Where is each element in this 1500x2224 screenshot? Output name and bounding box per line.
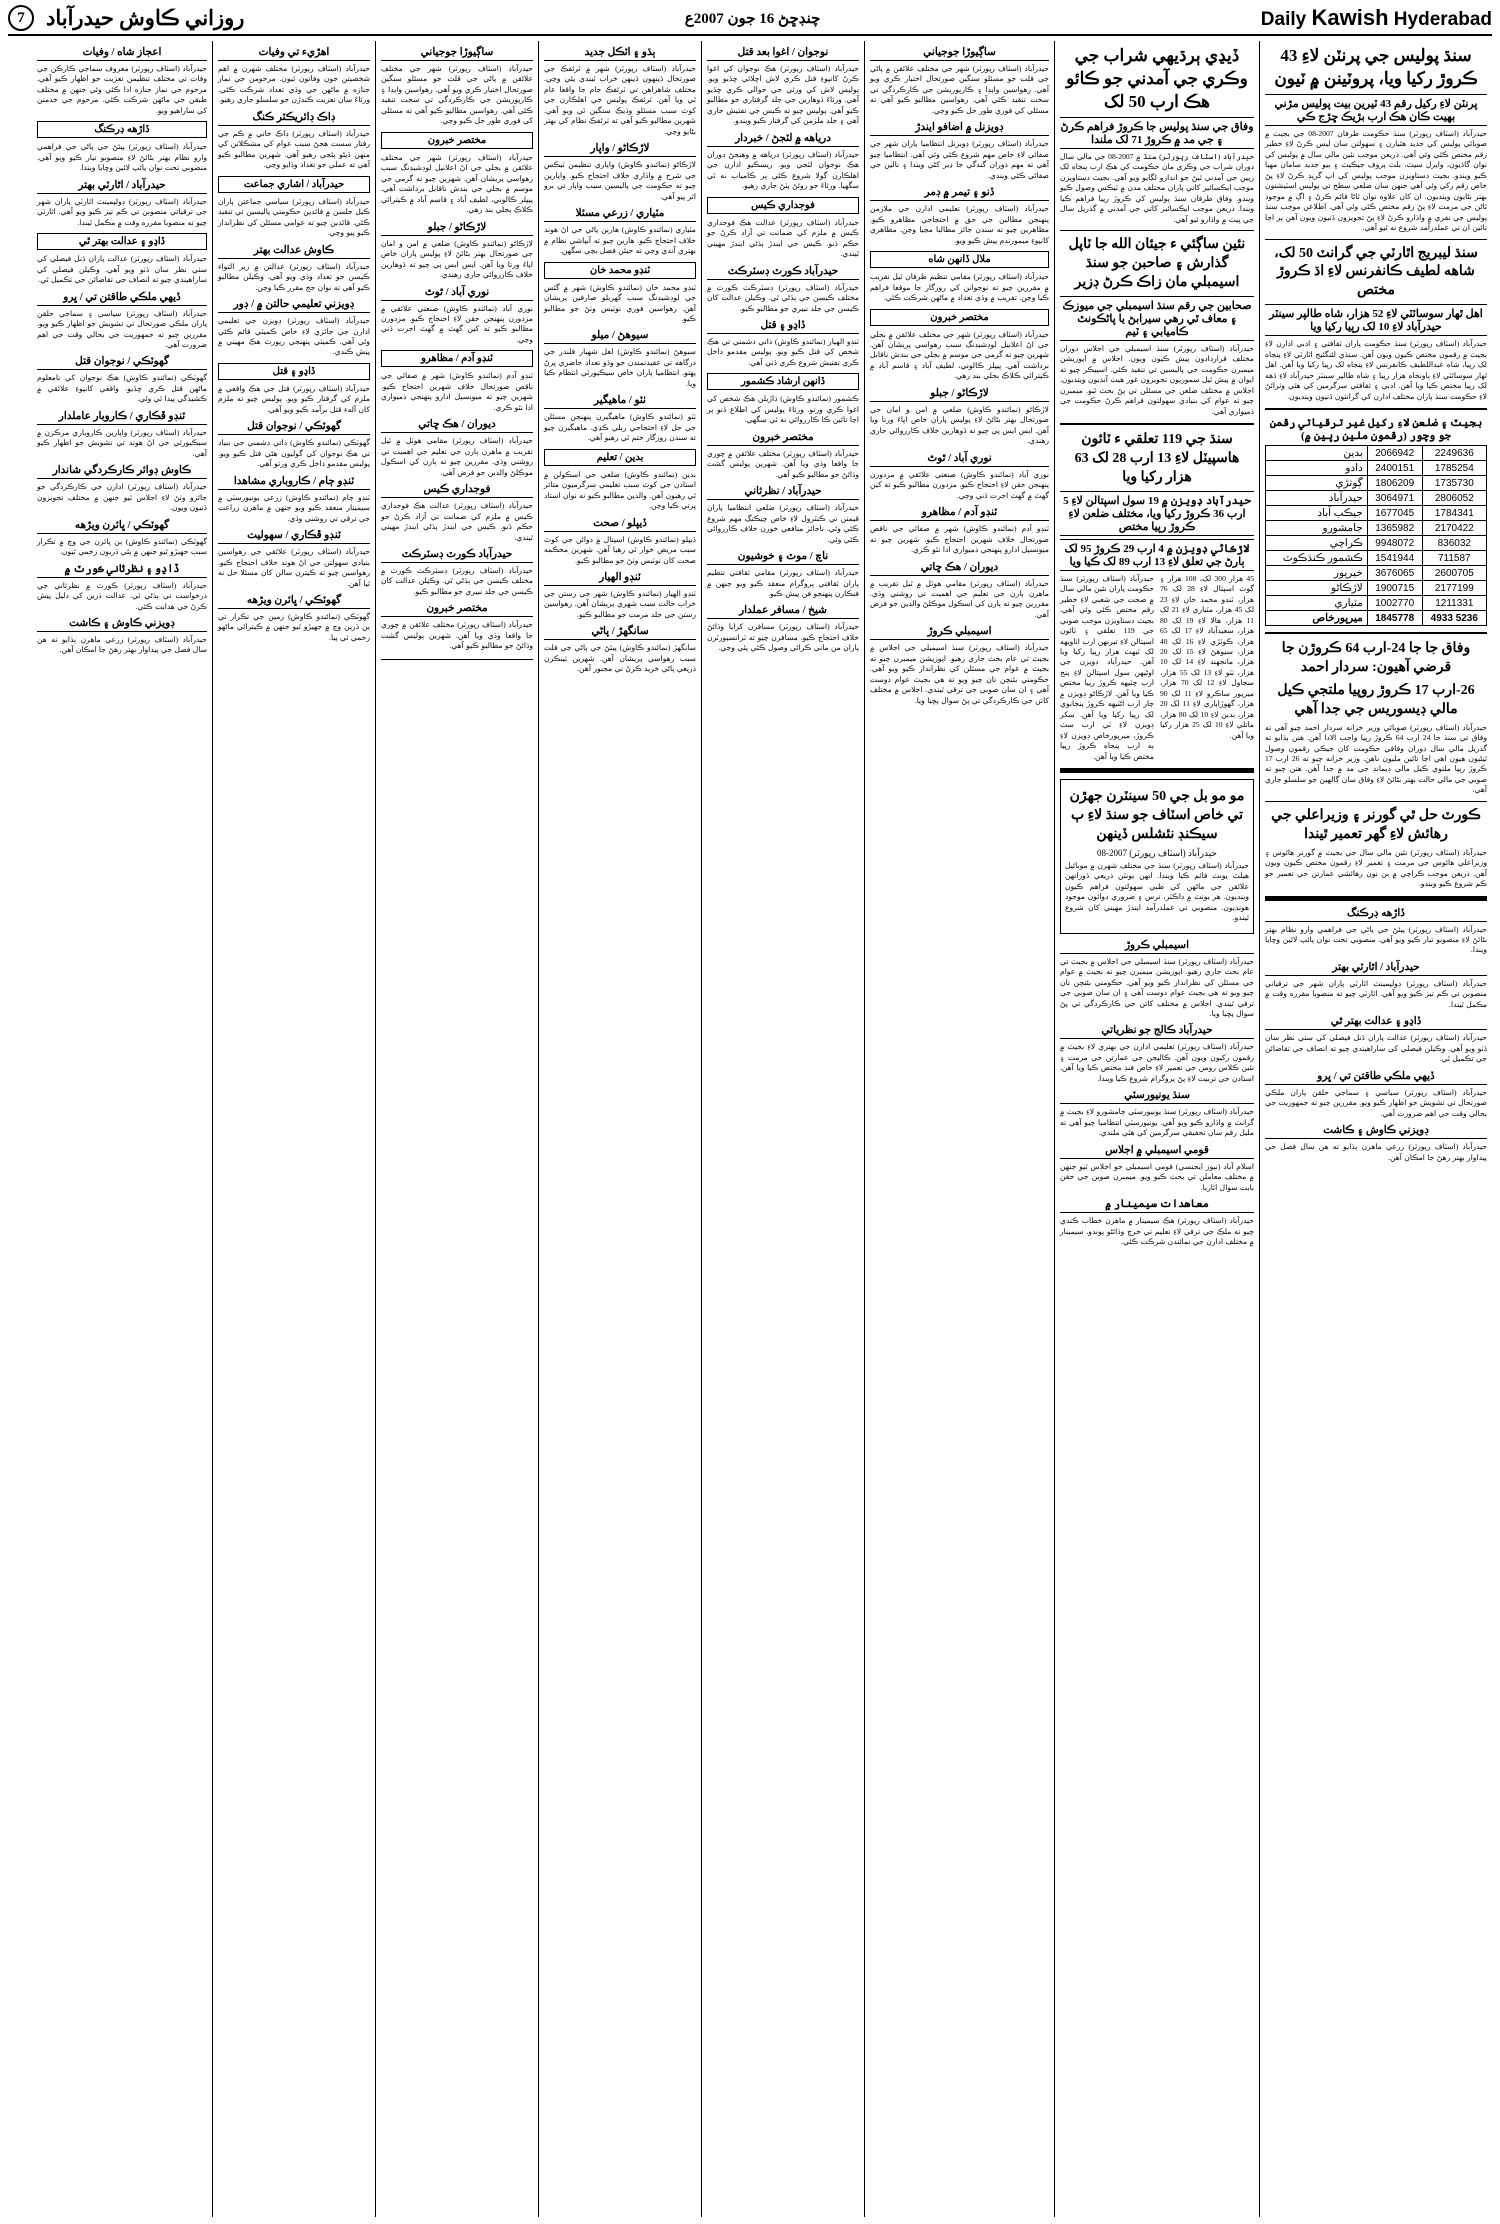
column-4 — [701, 41, 864, 2217]
col2-boxed-article — [1060, 779, 1254, 933]
table-row — [1266, 461, 1487, 476]
cell-district: حيدرآباد — [1266, 491, 1368, 506]
cell-c2: 1541944 — [1367, 551, 1422, 566]
col8-b4-body: حيدرآباد (اسٽاف رپورٽر) سياسي ۽ سماجي حلقن پاران ملڪي صورتحال تي تشويش جو اظهار ڪيو ويو. مقررين چيو ته جمهوريت جي بحالي وقت جي اهم ضرورت آهي. — [37, 308, 207, 349]
col1-extra-head-3: ڏاڍو ۽ عدالت بهتر ٿي — [1265, 1015, 1487, 1030]
col3-b8-headline: ديوران / هڪ ڇاتي — [870, 561, 1049, 576]
col7-b1-headline: ڊاڪ ڊائريڪٽر ڪنگ — [218, 111, 370, 126]
col5-b0-body: حيدرآباد (اسٽاف رپورٽر) شهر ۾ ٽرئفڪ جي صورتحال ڏينهون ڏينهن خراب ٿيندي پئي وڃي. مختلف شاهراهن تي ٽرئفڪ جام جا واقعا عام ٿي ويا آهن. ٽرئفڪ پوليس جي اهلڪارن جي کوٽ سبب مسئلو وڌيڪ سنگين ٿي ويو آهي. شهرين مطالبو ڪيو آهي ته ٽرئفڪ نظام کي بهتر بڻايو وڃي. — [544, 64, 696, 136]
masthead-right-title: روزاني ڪاوش حيدرآباد — [46, 5, 245, 30]
col2-boxed-body: حيدرآباد (اسٽاف رپورٽر) سنڌ جي مختلف شهرن ۾ موبائيل هيلٿ يونٽ قائم ڪيا ويندا. انهن يونٽن ذريعي ڏورانهن علائقن جي ماڻهن کي طبي سهولتون فراهم ڪيون وينديون. هر يونٽ ۾ ڊاڪٽر، نرس ۽ ضروري دوائون موجود هونديون. منصوبي تي عملدرآمد ايندڙ مهيني کان شروع ٿيندو. — [1065, 860, 1249, 923]
col3-b0-body: حيدرآباد (اسٽاف رپورٽر) شهر جي مختلف علائقن ۾ پاڻي جي قلت جو مسئلو سنگين صورتحال اختيار ڪري ويو آهي. رهواسين واپڊا ۽ ڪارپوريشن جي ڪارڪردگي تي سخت تنقيد ڪئي آهي. رهواسين مطالبو ڪيو آهي ته مسئلي کي فوري طور حل ڪيو وڃي. — [870, 64, 1049, 115]
cell-district: ڪشمور ڪنڌڪوٽ — [1266, 551, 1368, 566]
col5-b8-headline: ٽنڊو الهيار — [544, 571, 696, 586]
col6-b7-headline: حيدرآباد ڪورٽ ڊسٽرڪٽ — [381, 548, 533, 563]
col2-b2-body-right: حيدرآباد (اسٽاف رپورٽر) سنڌ حڪومت پاران نئين مالي سال ۾ صحت جي شعبي لاءِ خطير رقم مختص ڪئي وئي آهي. بجيٽ دستاويزن موجب صوبي جي 119 تعلقي ۽ ٽائون اسپتالن لاءِ تيرنهن ارب اٺاويهه لک ٽيهٺ هزار رپيا رکيا ويا آهن. حيدرآباد ڊويزن جي اوڻيهن سول اسپتالن لاءِ پنج ارب ڇٽيهه ڪروڙ رپيا مختص ڪيا ويا آهن. لاڙڪاڻو ڊويزن ۾ چار ارب اڻٽيهه ڪروڙ پنجانوي لک رپيا رکيا ويا آهن. سکر ڊويزن لاءِ ٽي ارب سٺ ڪروڙ، ميرپورخاص ڊويزن لاءِ ٻه ارب پنجاه ڪروڙ رپيا مختص ڪيا ويا آهن. — [1060, 573, 1154, 761]
masthead — [8, 6, 1492, 36]
col1-extra-head-4: ڏيهي ملڪي طاقتن تي / ڀرو — [1265, 1070, 1487, 1085]
col7-b5-headline: ڏاڍو ۽ قتل — [218, 363, 370, 380]
col2-b2-subhead2: لاڙڪاڻي ڊويزن ۾ 4 ارب 29 ڪروڙ 95 لک ٻارڻ جي تعلق لاءِ 13 ارب 89 لک ڪيا ويا — [1060, 539, 1254, 571]
col8-b1-headline: ڏاڙهه ڊرڪنگ — [37, 121, 207, 138]
column-8 — [32, 41, 212, 2217]
col6-b5-body: حيدرآباد (اسٽاف رپورٽر) مقامي هوٽل ۾ ٿيل تقريب ۾ ماهرن ٻارن جي تعليم جي اهميت تي روشني وڌي. مقررين چيو ته ٻارن کي اسڪول موڪلڻ والدين جو فرض آهي. — [381, 436, 533, 477]
col8-b2-body: حيدرآباد (اسٽاف رپورٽر) ڊولپمينٽ اٿارٽي پاران شهر جي ترقياتي منصوبن تي ڪم تيز ڪيو ويو آهي. اٿارٽي چيو ته منصوبا مقرره وقت ۾ مڪمل ٿيندا. — [37, 196, 207, 227]
divider — [1265, 408, 1487, 410]
cell-c1: 1735730 — [1422, 476, 1486, 491]
col5-b4-headline: سيوهڻ / ميلو — [544, 329, 696, 344]
col8-b1-body: حيدرآباد (اسٽاف رپورٽر) پيئڻ جي پاڻي جي فراهمي وارو نظام بهتر بڻائڻ لاءِ منصوبو تيار ڪيو ويو آهي. منصوبي تحت نوان پائپ لائين وڇايا ويندا. — [37, 142, 207, 173]
cell-c2: 2400151 — [1367, 461, 1422, 476]
col4-b8-body: حيدرآباد (اسٽاف رپورٽر) مقامي ثقافتي تنظيم پاران ثقافتي پروگرام منعقد ڪيو ويو جنهن ۾ فنڪارن پنهنجو فن پيش ڪيو. — [707, 568, 859, 598]
col1-extra-head-1: ڏاڙهه ڊرڪنگ — [1265, 907, 1487, 922]
col7-b3-headline: ڪاوش عدالت بهتر — [218, 244, 370, 259]
col8-b0-headline: اعجاز شاه / وفيات — [37, 46, 207, 61]
table-row-total — [1266, 611, 1487, 626]
col3-b8-body: حيدرآباد (اسٽاف رپورٽر) مقامي هوٽل ۾ ٿيل تقريب ۾ ماهرن ٻارن جي تعليم جي اهميت تي روشني وڌي. مقررين چيو ته ٻارن کي اسڪول موڪلڻ والدين جو فرض آهي. — [870, 578, 1049, 619]
cell-c1: 5236 4933 — [1422, 611, 1486, 626]
table-row — [1266, 506, 1487, 521]
cell-district: بدين — [1266, 446, 1368, 461]
col3-b7-body: ٽنڊو آدم (نمائندو ڪاوش) شهر ۾ صفائي جي ناقص صورتحال خلاف شهرين احتجاج ڪيو. شهرين چيو ته ميونسپل ادارو پنهنجي ذميواري ادا نٿو ڪري. — [870, 524, 1049, 555]
cell-district: ڪراچي — [1266, 536, 1368, 551]
cell-district: جامشورو — [1266, 521, 1368, 536]
col6-b2-headline: لاڙڪاڻو / جبلو — [381, 221, 533, 236]
col6-b0-headline: ساڳيوڙا جوجياني — [381, 46, 533, 61]
cell-c2: 2066942 — [1367, 446, 1422, 461]
col2-b2-body-left: 45 هزار 300 لک، 108 هزار ۽ ڳوٺ اسپتال لاءِ 28 لک 76 هزار، ٽنڊو محمد خان لاءِ 23 لک 45 هزار، مٽياري لاءِ 21 لک 11 هزار، هالا لاءِ 19 لک 80 هزار، سعيدآباد لاءِ 17 لک 65 هزار، ڪوٽڙي لاءِ 16 لک 40 هزار، سيوهڻ لاءِ 15 لک 20 هزار، مانجهند لاءِ 14 لک 10 هزار، ٺٽو لاءِ 13 لک 55 هزار، سجاول لاءِ 12 لک 70 هزار، ميرپور ساڪرو لاءِ 11 لک 90 هزار، گهوڙاٻاري لاءِ 11 لک 20 هزار، بدين لاءِ 10 لک 80 هزار، ماتلي لاءِ 10 لک 25 هزار رکيا ويا آهن. — [1160, 573, 1255, 740]
table-row — [1266, 596, 1487, 611]
col4-b3-headline: حيدرآباد ڪورٽ ڊسٽرڪٽ — [707, 265, 859, 280]
col7-b0-headline: اهڙيء تي وفيات — [218, 46, 370, 61]
col4-b1-body: حيدرآباد (اسٽاف رپورٽر) درياهه ۾ وهنجڻ دوران هڪ نوجوان لٽجي ويو. ريسڪيو ادارن جي اهلڪارن ڳولا شروع ڪئي پر ڪامياب نه ٿي سگهيا. ورثاءَ جو روئڻ پٽڻ جاري رهيو. — [707, 149, 859, 191]
col7-b9-headline: گهوٽڪي / ڀائرن ويڙهه — [218, 594, 370, 609]
col1-table-headline: بجيٽ ۽ ضلعن لاءِ رکيل غير ترقياتي رقمن جو وچور (رقمون ملين رپين ۾) — [1269, 417, 1483, 443]
col2-b2-headline: سنڌ جي 119 تعلقي ء ٽائون هاسپيٽل لاءِ 13 ارب 28 لک 63 هزار رکيا ويا — [1074, 432, 1240, 485]
cell-c2: 1806209 — [1367, 476, 1422, 491]
col5-b5-headline: ٺٽو / ماهيگير — [544, 394, 696, 409]
table-row — [1266, 581, 1487, 596]
col7-b0-body: حيدرآباد (اسٽاف رپورٽر) مختلف شهرن ۾ اهم شخصيتن جون وفاتون ٿيون. مرحومن جي نماز جنازه ۾ ماڻهن جي وڏي تعداد شرڪت ڪئي. ورثاءَ سان تعزيت ڪندڙن جو سلسلو جاري رهيو. — [218, 64, 370, 105]
divider — [1265, 239, 1487, 240]
column-grid — [8, 41, 1492, 2217]
table-row — [1266, 536, 1487, 551]
col2-b5-body: حيدرآباد (اسٽاف رپورٽر) سنڌ يونيورسٽي ڄامشورو لاءِ بجيٽ ۾ گرانٽ ۾ واڌارو ڪيو ويو آهي. يونيورسٽي انتظاميا چيو آهي ته مليل رقم سان تحقيقي سرگرمين کي هٿي ملندي. — [1060, 1107, 1254, 1138]
cell-c1: 711587 — [1422, 551, 1486, 566]
col4-b8-headline: ناچ / موٽ ۽ خوشيون — [707, 550, 859, 565]
col5-b6-body: بدين (نمائندو ڪاوش) ضلعي جي اسڪولن ۾ استادن جي کوٽ سبب تعليمي سرگرميون متاثر ٿي رهيون آهن. والدين مطالبو ڪيو ته نوان استاد ڀرتي ڪيا وڃن. — [544, 469, 696, 511]
col8-b8-headline: گهوٽڪي / ڀائرن ويڙهه — [37, 519, 207, 534]
col1-extra-head-5: ڊويزني ڪاوش ۽ ڪاشت — [1265, 1124, 1487, 1139]
col1-extra-body-4: حيدرآباد (اسٽاف رپورٽر) سياسي ۽ سماجي حلقن پاران ملڪي صورتحال تي تشويش جو اظهار ڪيو ويو. مقررين چيو ته جمهوريت جي بحالي وقت جي اهم ضرورت آهي. — [1265, 1087, 1487, 1118]
col5-b0-headline: ٻڌو ۽ اٽڪل جديد — [544, 46, 696, 61]
col3-b0-headline: ساڳيوڙا جوجياني — [870, 46, 1049, 61]
col5-b9-headline: سانگهڙ / پاڻي — [544, 625, 696, 640]
column-6 — [375, 41, 538, 2217]
col3-b6-headline: نوري آباد / ٿوٿ — [870, 452, 1049, 467]
col2-boxed-byline: حيدرآباد (اسٽاف رپورٽر) 2007-08 — [1097, 847, 1217, 858]
col3-b7-headline: ٽنڊو آدم / مظاهرو — [870, 506, 1049, 521]
col8-b9-headline: ڏاڍو ۽ نظرثاني ڪورٽ ۾ — [37, 563, 207, 578]
cell-c1: 2806052 — [1422, 491, 1486, 506]
cell-c1: 2177199 — [1422, 581, 1486, 596]
col8-b6-headline: ٽنڊو ڦڪاري / ڪاروبار عاملدار — [37, 410, 207, 425]
col5-b1-headline: لاڙڪاڻو / واپار — [544, 142, 696, 157]
table-row — [1266, 446, 1487, 461]
cell-district: دادو — [1266, 461, 1368, 476]
col5-b6-headline: بدين / تعليم — [544, 449, 696, 466]
col5-b5-body: ٺٽو (نمائندو ڪاوش) ماهيگيرن پنهنجن مسئلن جي حل لاءِ احتجاجي ريلي ڪڍي. ماهيگيرن چيو ته سندن روزگار ختم ٿي رهيو آهي. — [544, 412, 696, 443]
col5-b9-body: سانگهڙ (نمائندو ڪاوش) پيئڻ جي پاڻي جي قلت سبب رهواسي پريشان آهن. شهرين ٽينڪرن ذريعي پاڻي خريد ڪرڻ تي مجبور آهن. — [544, 643, 696, 674]
col8-b3-body: حيدرآباد (اسٽاف رپورٽر) عدالت پاران ڏنل فيصلي کي سٺي نظر سان ڏٺو ويو آهي. وڪيلن فيصلي کي ساراهيندي چيو ته انصاف جي تقاضائن جي تڪميل ٿي. — [37, 254, 207, 285]
col6-b1-body: حيدرآباد (اسٽاف رپورٽر) شهر جي مختلف علائقن ۾ بجلي جي اڻ اعلانيل لوڊشيڊنگ سبب رهواسي پريشان آهن. شهرين چيو ته گرمي جي موسم ۾ بجلي جي بندش ناقابل برداشت آهي. پيپلز ڪالوني، لطيف آباد ۽ قاسم آباد ۾ ڪيترائي ڪلاڪ بجلي بند رهي. — [381, 152, 533, 215]
col5-b2-body: مٽياري (نمائندو ڪاوش) هارين پاڻي جي اڻ هوند خلاف احتجاج ڪيو. هارين چيو ته آبپاشي نظام ۾ بهتري آندي وڃي ته جيئن فصل بچي سگهن. — [544, 225, 696, 256]
col1-extra-body-5: حيدرآباد (اسٽاف رپورٽر) زرعي ماهرن ٻڌايو ته هن سال فصل جي پيداوار بهتر رهڻ جا امڪان آهن. — [1265, 1142, 1487, 1162]
col7-b5-body: حيدرآباد (اسٽاف رپورٽر) قتل جي هڪ واقعي ۾ ملزم کي گرفتار ڪيو ويو. پوليس چيو ته ملزم کان آلهء قتل برآمد ڪيو ويو آهي. — [218, 383, 370, 414]
col7-b8-headline: ٽنڊو ڦڪاري / سهوليت — [218, 529, 370, 544]
col7-b7-headline: ٽنڊو ڄام / ڪاروباري مشاهدا — [218, 475, 370, 490]
col8-b7-headline: ڪاوش ڊوائر ڪارڪردگي شاندار — [37, 464, 207, 479]
col6-b0-body: حيدرآباد (اسٽاف رپورٽر) شهر جي مختلف علائقن ۾ پاڻي جي قلت جو مسئلو سنگين صورتحال اختيار ڪري ويو آهي. رهواسين واپڊا ۽ ڪارپوريشن جي ڪارڪردگي تي سخت تنقيد ڪئي آهي. رهواسين مطالبو ڪيو آهي ته مسئلي کي فوري طور حل ڪيو وڃي. — [381, 64, 533, 126]
col2-b1-body: حيدرآباد (اسٽاف رپورٽر) سنڌ اسيمبلي جي اجلاس دوران مختلف قراردادون پيش ڪيون ويون. اجلاس ۾ اپوزيشن ميمبرن حڪومت جي پاليسين تي تنقيد ڪئي. اسپيڪر چيو ته ايوان ۾ پيش ٿيل سموريون تجويزون غور هيٺ آنديون وينديون. اجلاس ۾ مختلف ضلعن جي مسئلن تي پڻ بحث ٿيو. ميمبرن چيو ته عوام کي بنيادي سهولتون فراهم ڪرڻ حڪومت جي ذميواري آهي. — [1060, 343, 1254, 416]
col2-b4-headline: حيدرآباد ڪالج جو نظرياتي — [1060, 1024, 1254, 1039]
col1-extra-body-3: حيدرآباد (اسٽاف رپورٽر) عدالت پاران ڏنل فيصلي کي سٺي نظر سان ڏٺو ويو آهي. وڪيلن فيصلي کي ساراهيندي چيو ته انصاف جي تقاضائن جي تڪميل ٿي. — [1265, 1033, 1487, 1064]
column-7 — [212, 41, 375, 2217]
col2-b0-body: حيدرآباد (اسٽاف رپورٽر) سنڌ ۾ 2007-08 جي مالي سال دوران شراب جي وڪري مان حڪومت کي هڪ ارب پنجاه لک رپين جي آمدني ٿيڻ جو اندازو لڳايو ويو آهي. بجيٽ دستاويزن موجب ايڪسائيز کاتي پاران مختلف مدن ۾ ٽيڪس وصول ڪيو ويندو. وفاق طرفان سنڌ پوليس کي ڪروڙ رپيا فراهم ڪيا ويندا. ذريعن موجب ايڪسائيز کاتي جي آمدني ۾ گذريل سال جي ڀيٽ ۾ واڌارو ٿيو آهي. — [1060, 151, 1255, 224]
col2-b6-body: اسلام آباد (نيوز ايجنسي) قومي اسيمبلي جو اجلاس ٿيو جنهن ۾ مختلف معاملن تي بحث ڪيو ويو. ميمبرن صوبن جي حقن بابت سوال اٿاريا. — [1060, 1161, 1254, 1192]
col4-b2-headline: فوجداري ڪيس — [707, 197, 859, 214]
cell-district: ميرپورخاص — [1266, 611, 1368, 626]
col6-b4-headline: ٽنڊو آدم / مظاهرو — [381, 350, 533, 367]
col4-b5-body: ڪشمور (نمائندو ڪاوش) ڌاڙيلن هڪ شخص کي اغوا ڪري ورتو. ورثاءَ پوليس کي اطلاع ڏنو پر اڃا تائين ڪا ڪارروائي نه ٿي سگهي. — [707, 394, 859, 425]
col2-b7-body: حيدرآباد (اسٽاف رپورٽر) هڪ سيمينار ۾ ماهرن خطاب ڪندي چيو ته ملڪ جي ترقي لاءِ تعليم تي خرچ وڌائڻو پوندو. سيمينار ۾ مختلف ادارن جي نمائندن شرڪت ڪئي. — [1060, 1216, 1254, 1247]
table-row — [1266, 566, 1487, 581]
col5-b3-headline: ٽنڊو محمد خان — [544, 262, 696, 279]
col8-b8-body: گهوٽڪي (نمائندو ڪاوش) ٻن ڀائرن جي وچ ۾ تڪرار سبب جهيڙو ٿيو جنهن ۾ ٻئي ڌريون زخمي ٿيون. — [37, 536, 207, 557]
col4-b9-body: حيدرآباد (اسٽاف رپورٽر) مسافرن کرايا وڌائڻ خلاف احتجاج ڪيو. مسافرن چيو ته ٽرانسپورٽرن پاران من ماني ڪرائي وصول ڪئي پئي وڃي. — [707, 622, 859, 653]
divider — [1060, 230, 1254, 231]
col7-b4-body: حيدرآباد (اسٽاف رپورٽر) ڊويزن جي تعليمي ادارن جي جائزي لاءِ خاص ڪميٽي قائم ڪئي وئي آهي. ڪميٽي پنهنجي رپورٽ هڪ مهيني ۾ پيش ڪندي. — [218, 316, 370, 357]
district-funds-table — [1265, 445, 1487, 626]
col7-b8-body: حيدرآباد (اسٽاف رپورٽر) علائقي جي رهواسين بنيادي سهولتن جي اڻ هوند خلاف احتجاج ڪيو. رهواسين چيو ته ڪيترن سالن کان مسئلا حل نه ٿيا آهن. — [218, 547, 370, 588]
col1-ad2-body: حيدرآباد (اسٽاف رپورٽر) نئين مالي سال جي بجيٽ ۾ گورنر هائوس ۽ وزيراعلي هائوس جي مرمت ۽ تعمير لاءِ رقمون مختص ڪيون ويون آهن. ذريعن موجب ڪراچي ۾ ٻن نون رهائشي عمارتن جي تعمير جو ڪم شروع ڪيو ويندو. — [1265, 847, 1487, 889]
cell-district: مٽياري — [1266, 596, 1368, 611]
divider — [1060, 423, 1254, 425]
col8-b3-headline: ڏاڍو ۽ عدالت بهتر ٿي — [37, 233, 207, 250]
col5-b4-body: سيوهڻ (نمائندو ڪاوش) لعل شهباز قلندر جي درگاهه تي عقيدتمندن جو وڏو تعداد حاضري ڀرڻ پهتو. انتظاميا پاران خاص سيڪيورٽي انتظام ڪيا ويا. — [544, 347, 696, 388]
district-funds-table-body — [1266, 446, 1487, 626]
divider — [1265, 632, 1487, 634]
col3-b3-headline: ملال ڏانهن شاه — [870, 251, 1049, 268]
col4-b0-body: حيدرآباد (اسٽاف رپورٽر) هڪ نوجوان کي اغوا ڪرڻ کانپوءِ قتل ڪري لاش اڇلائي ڇڏيو ويو. پوليس لاش کي ورثي جي حوالي ڪري ڇڏيو آهي. ورثاءَ ڏوهارين جي جلد گرفتاري جو مطالبو ڪيو آهي. پوليس چيو ته ڪيس جي تفتيش جاري آهي ۽ جلد ملزمن کي گرفتار ڪيو ويندو. — [707, 64, 859, 126]
column-2 — [1054, 41, 1259, 2217]
cell-c2: 3676065 — [1367, 566, 1422, 581]
col6-b7-body: حيدرآباد (اسٽاف رپورٽر) ڊسٽرڪٽ ڪورٽ ۾ مختلف ڪيسن جي ٻڌڻي ٿي. وڪيلن عدالت کان ڪيسن جي جلد نبيري جو مطالبو ڪيو. — [381, 566, 533, 596]
col8-b5-body: گهوٽڪي (نمائندو ڪاوش) هڪ نوجوان کي نامعلوم ماڻهن قتل ڪري ڇڏيو. واقعي کانپوءِ علائقي ۾ ڪشيدگي پيدا ٿي وئي. — [37, 373, 207, 404]
cell-district: لاڙڪاڻو — [1266, 581, 1368, 596]
col3-b3-body: حيدرآباد (اسٽاف رپورٽر) مقامي تنظيم طرفان ٿيل تقريب ۾ مقررين چيو ته نوجوانن کي روزگار جا موقعا فراهم ڪيا وڃن. تقريب ۾ وڏي تعداد ۾ ماڻهن شرڪت ڪئي. — [870, 272, 1049, 303]
col1-ad1-body: حيدرآباد (اسٽاف رپورٽر) صوبائي وزير خزانه سردار احمد چيو آهي ته وفاق تي سنڌ جا 24 ارب 64 ڪروڙ رپيا واجب الادا آهن. هنن ٻڌايو ته گذريل مالي سال دوران وفاقي حڪومت کان جيڪي رقمون وصول ٿيڻيون هيون اهي اڃا تائين مليون ناهن. وزير خزانه چيو ته 26 ارب 17 ڪروڙ رپيا ملتوي ڪيل مالي ڊيمانڊ جي مد ۾ جدا آهن. هنن چيو ته صوبي جي مالي حالت بهتر بڻائڻ لاءِ وفاق سان ڳالهين جو سلسلو جاري آهي. — [1265, 722, 1487, 795]
col1-lead1-body: حيدرآباد (اسٽاف رپورٽر) سنڌ حڪومت طرفان 2007-08 جي بجيٽ ۾ صوبائي پوليس کي جديد هٿيارن ۽ سهولتن سان ليس ڪرڻ لاءِ خطير رقم مختص ڪئي وئي آهي. ذريعن موجب نئين مالي سال ۾ پوليس کي نوان گاڏيون، واپرل سيٽ، بلٽ پروف جيڪيٽ ۽ ٻيو جديد سامان مهيا ڪيو ويندو. بجيٽ دستاويزن موجب پوليس کي اپ گريڊ ڪرڻ لاءِ پڻ خاص رقم رکي وئي آهي جنهن سان ضلعي سطح تي پوليس اسٽيشنون بهتر بڻايون وينديون. ان کان علاوه نوان ٿاڻا قائم ڪرڻ ۽ اڳ ۾ موجود ٿاڻن جي مرمت لاءِ پڻ رقم مختص ڪئي وئي آهي. اطلاعن موجب سنڌ پوليس جي نفري ۾ واڌارو ڪرڻ لاءِ پڻ تجويزون ڏنيون ويون آهن پر اڃا تائين ان تي عملدرآمد شروع نه ٿيو آهي. — [1265, 128, 1487, 233]
cell-c1: 2600705 — [1422, 566, 1486, 581]
cell-c2: 1365982 — [1367, 521, 1422, 536]
col5-b7-body: ڏيپلو (نمائندو ڪاوش) اسپتال ۾ دوائن جي کوٽ سبب مريض خوار ٿي رهيا آهن. شهرين محڪمه صحت کان نوٽيس وٺڻ جو مطالبو ڪيو. — [544, 534, 696, 565]
col6-b3-body: نوري آباد (نمائندو ڪاوش) صنعتي علائقي ۾ مزدورن پنهنجن حقن لاءِ احتجاج ڪيو. مزدورن مطالبو ڪيو ته کين گهٽ ۾ گهٽ اجرت ڏني وڃي. — [381, 303, 533, 344]
cell-c1: 836032 — [1422, 536, 1486, 551]
col1-sec2-headline: سنڌ ليبريج اٿارٽي جي گرانٽ 50 لک، شاهه لطيف ڪانفرنس لاءِ اڌ ڪروڙ مختص — [1274, 245, 1478, 299]
col6-b1-headline: مختصر خبرون — [381, 132, 533, 149]
cell-c1: 1784341 — [1422, 506, 1486, 521]
col2-b6-headline: قومي اسيمبلي ۾ اجلاس — [1060, 1144, 1254, 1159]
col8-b6-body: حيدرآباد (اسٽاف رپورٽر) واپارين ڪاروباري مرڪزن ۾ سيڪيورٽي جي اڻ هوند تي تشويش جو اظهار ڪيو آهي. — [37, 427, 207, 458]
col3-b4-headline: مختصر خبرون — [870, 309, 1049, 326]
black-separator-bar — [1060, 768, 1254, 773]
col2-b0-subhead: وفاق جي سنڌ پوليس جا ڪروڙ فراهم ڪرڻ ۽ جي مد ۾ ڪروڙ 71 لک ملندا — [1060, 117, 1254, 149]
cell-district: خيرپور — [1266, 566, 1368, 581]
col1-ad1-headline: وفاق جا جا 24-ارب 64 ڪروڙن جا قرضي آهيون: سردار احمد — [1281, 641, 1471, 675]
col7-b3-body: حيدرآباد (اسٽاف رپورٽر) عدالتن ۾ زير التواء ڪيسن جو تعداد وڌي ويو آهي. وڪيلن مطالبو ڪيو آهي ته نوان جج مقرر ڪيا وڃن. — [218, 261, 370, 292]
col3-b1-body: حيدرآباد (اسٽاف رپورٽر) ڊويزنل انتظاميا پاران شهر جي صفائي لاءِ خاص مهم شروع ڪئي وئي آهي. انتظاميا چيو آهي ته مهم دوران گندگي جا ڍير کڻي ويندا ۽ نالين جي صفائي ڪئي ويندي. — [870, 139, 1049, 180]
col4-b9-headline: شيخ / مسافر عملدار — [707, 604, 859, 619]
col6-b9-headline — [381, 657, 533, 660]
col6-b5-headline: ديوران / هڪ ڇاتي — [381, 418, 533, 433]
col2-b3-headline: اسيمبلي ڪروڙ — [1060, 939, 1254, 954]
col5-b3-body: ٽنڊو محمد خان (نمائندو ڪاوش) شهر ۾ گئس جي لوڊشيڊنگ سبب گهريلو صارفين پريشان آهن. رهواسين فوري نوٽيس وٺڻ جو مطالبو ڪيو. — [544, 282, 696, 323]
col2-b3-body: حيدرآباد (اسٽاف رپورٽر) سنڌ اسيمبلي جي اجلاس ۾ بجيٽ تي عام بحث جاري رهيو. اپوزيشن ميمبرن چيو ته بجيٽ ۾ عوام جي مسئلن کي نظرانداز ڪيو ويو آهي. حڪومتي بئنچن تان چيو ويو ته هي بجيٽ عوام دوست آهي ۽ ان سان صوبي جي ترقي ٿيندي. اجلاس ۾ مختلف کاتن جي ڪارڪردگي تي پڻ سوال پڇيا ويا. — [1060, 956, 1254, 1018]
col3-b5-body: لاڙڪاڻو (نمائندو ڪاوش) ضلعي ۾ امن و امان جي صورتحال بهتر بڻائڻ لاءِ پوليس پاران خاص اپاءَ ورتا ويا آهن. ايس ايس پي چيو ته ڏوهارين خلاف ڪارروائي جاري رهندي. — [870, 404, 1049, 446]
col7-b2-headline: حيدرآباد / اشاري جماعت — [218, 176, 370, 193]
divider — [1265, 801, 1487, 802]
col3-b4-body: حيدرآباد (اسٽاف رپورٽر) شهر جي مختلف علائقن ۾ بجلي جي اڻ اعلانيل لوڊشيڊنگ سبب رهواسي پريشان آهن. شهرين چيو ته گرمي جي موسم ۾ بجلي جي بندش ناقابل برداشت آهي. پيپلز ڪالوني، لطيف آباد ۽ قاسم آباد ۾ ڪيترائي ڪلاڪ بجلي بند رهي. — [870, 329, 1049, 381]
cell-c1: 1785254 — [1422, 461, 1486, 476]
col7-b2-body: حيدرآباد (اسٽاف رپورٽر) سياسي جماعتن پاران ڪيل جلسن ۾ قائدين حڪومتي پاليسين تي تنقيد ڪئي. قائدين چيو ته عوامي مسئلن کي نظرانداز ڪيو پيو وڃي. — [218, 196, 370, 238]
col6-b6-headline: فوجداري ڪيس — [381, 483, 533, 498]
col8-b10-headline: ڊويزني ڪاوش ۽ ڪاشت — [37, 617, 207, 632]
page-number-badge: 7 — [8, 5, 34, 31]
col1-extra-body-2: حيدرآباد (اسٽاف رپورٽر) ڊولپمينٽ اٿارٽي پاران شهر جي ترقياتي منصوبن تي ڪم تيز ڪيو ويو آهي. اٿارٽي چيو ته منصوبا مقرره وقت ۾ مڪمل ٿيندا. — [1265, 978, 1487, 1009]
col1-extra-head-2: حيدرآباد / اٿارٽي بهتر — [1265, 961, 1487, 976]
column-3 — [864, 41, 1054, 2217]
black-separator-bar — [1265, 896, 1487, 901]
col8-b4-headline: ڏيهي ملڪي طاقتن تي / ڀرو — [37, 291, 207, 306]
col4-b6-headline: مختصر خبرون — [707, 431, 859, 446]
col2-b1-headline: نئين ساڳئي ء جيئان الله جا ٽاپل گذارش ۽ صاحبن جو سنڌ اسيمبلي مان زاڪ ڪرڻ ڊزير — [1068, 237, 1246, 290]
col3-b9-body: حيدرآباد (اسٽاف رپورٽر) سنڌ اسيمبلي جي اجلاس ۾ بجيٽ تي عام بحث جاري رهيو. اپوزيشن ميمبرن چيو ته بجيٽ ۾ عوام جي مسئلن کي نظرانداز ڪيو ويو آهي. حڪومتي بئنچن تان چيو ويو ته هي بجيٽ عوام دوست آهي ۽ ان سان صوبي جي ترقي ٿيندي. اجلاس ۾ مختلف کاتن جي ڪارڪردگي تي پڻ سوال پڇيا ويا. — [870, 643, 1049, 705]
cell-c2: 1900715 — [1367, 581, 1422, 596]
col4-b0-headline: نوجوان / اغوا بعد قتل — [707, 46, 859, 61]
col6-b4-body: ٽنڊو آدم (نمائندو ڪاوش) شهر ۾ صفائي جي ناقص صورتحال خلاف شهرين احتجاج ڪيو. شهرين چيو ته ميونسپل ادارو پنهنجي ذميواري ادا نٿو ڪري. — [381, 371, 533, 412]
table-row — [1266, 476, 1487, 491]
col7-b4-headline: ڊويزني تعليمي حالتن ۾ / ڊور — [218, 298, 370, 313]
col8-b9-body: حيدرآباد (اسٽاف رپورٽر) ڪورٽ ۾ نظرثاني جي درخواست تي ٻڌڻي ٿي. عدالت ڌرين کي دليل پيش ڪرڻ جي هدايت ڪئي. — [37, 580, 207, 611]
col2-b2-body-wrap — [1060, 574, 1254, 762]
cell-c1: 2249636 — [1422, 446, 1486, 461]
col5-b8-body: ٽنڊو الهيار (نمائندو ڪاوش) شهر جي رستن جي خراب حالت سبب شهري پريشان آهن. رهواسين رستن جي جلد مرمت جو مطالبو ڪيو. — [544, 589, 696, 619]
cell-c2: 1677045 — [1367, 506, 1422, 521]
table-row — [1266, 521, 1487, 536]
col2-b7-headline: معاهدات سيمينار ۾ — [1060, 1198, 1254, 1213]
col8-b2-headline: حيدرآباد / اٿارٽي بهتر — [37, 179, 207, 194]
col3-b1-headline: ڊويزنل ۾ اضافو ايندڙ — [870, 121, 1049, 136]
col2-b2-subhead: حيدرآباد ڊويزن ۾ 19 سول اسپتالن لاءِ 5 ارب 36 ڪروڙ رکيا ويا، مختلف ضلعن لاءِ ڪروڙ رپيا مختص — [1060, 491, 1254, 536]
col1-extra-body-1: حيدرآباد (اسٽاف رپورٽر) پيئڻ جي پاڻي جي فراهمي وارو نظام بهتر بڻائڻ لاءِ منصوبو تيار ڪيو ويو آهي. منصوبي تحت نوان پائپ لائين وڇايا ويندا. — [1265, 924, 1487, 955]
masthead-left-brand — [1261, 5, 1492, 31]
col5-b7-headline: ڏيپلو / صحت — [544, 517, 696, 532]
col6-b3-headline: نوري آباد / ٿوٿ — [381, 286, 533, 301]
cell-c1: 2170422 — [1422, 521, 1486, 536]
brand-city: Hyderabad — [1393, 9, 1492, 30]
col2-b0-headline: ڏيڍي ٻرڌيهي شراب جي وڪري جي آمدني جو ڪائو هڪ ارب 50 لک — [1066, 46, 1248, 111]
col4-b1-headline: درياهه ۾ لٽجڻ / خبردار — [707, 132, 859, 147]
col2-b5-headline: سنڌ يونيورسٽي — [1060, 1089, 1254, 1104]
table-row — [1266, 551, 1487, 566]
col1-sec2-body: حيدرآباد (اسٽاف رپورٽر) سنڌ حڪومت پاران ثقافتي ۽ ادبي ادارن لاءِ بجيٽ ۾ رقمون مختص ڪيون ويون آهن. سنڌي لئنگئيج اٿارٽي لاءِ پنجاه لک رپيا، شاه عبداللطيف ڪانفرنس لاءِ پنجاه لک رپيا رکيا ويا آهن. اهل ٿهار سوسائٽي لاءِ ٻاونجاه هزار رپيا ۽ شاه طالپر سينٽر حيدرآباد لاءِ ڏهه لک رپيا مختص ڪيا ويا آهن. ادبي ۽ ثقافتي سرگرمين کي هٿي وٺرائڻ لاءِ حڪومت سنڌ پاران مختلف ادارن کي گرانٽون ڏنيون وينديون. — [1265, 339, 1487, 401]
col4-b5-headline: ڏانهن ارشاد ڪشمور — [707, 373, 859, 390]
col5-b1-body: لاڙڪاڻو (نمائندو ڪاوش) واپاري تنظيمن ٽيڪس جي شرح ۾ واڌاري خلاف احتجاج ڪيو. واپارين چيو ته حڪومت جي پاليسين سبب واپار تي برو اثر پيو آهي. — [544, 160, 696, 201]
col1-ad1-subheadline: 26-ارب 17 ڪروڙ روپيا ملتجي ڪيل مالي ڊيسوريس جي جدا آهي — [1277, 682, 1475, 717]
col3-b9-headline: اسيمبلي ڪروڙ — [870, 625, 1049, 640]
col7-b1-body: حيدرآباد (اسٽاف رپورٽر) ڊاڪ خاني ۾ ڪم جي رفتار سست هجڻ سبب عوام کي مشڪلاتن کي منهن ڏيڻو پئجي رهيو آهي. شهرين مطالبو ڪيو آهي ته عملي جو تعداد وڌايو وڃي. — [218, 128, 370, 170]
col1-sec2-subhead: اهل ٿهار سوسائٽي لاءِ 52 هزار، شاه طالپر سينٽر حيدرآباد لاءِ 10 لک رپيا رکيا ويا — [1265, 304, 1487, 336]
col4-b3-body: حيدرآباد (اسٽاف رپورٽر) ڊسٽرڪٽ ڪورٽ ۾ مختلف ڪيسن جي ٻڌڻي ٿي. وڪيلن عدالت کان ڪيسن جي جلد نبيري جو مطالبو ڪيو. — [707, 282, 859, 313]
cell-c1: 1211331 — [1422, 596, 1486, 611]
col4-b4-headline: ڏاڍو ۽ قتل — [707, 319, 859, 334]
col1-lead1-subhead: پرنٽن لاءِ رکيل رقم 43 ٽيرين بيت پوليس مڙني بهيت ڪان هڪ ارب بڙيڪ ڇڙج ڪي — [1265, 94, 1487, 126]
col4-b4-body: ٽنڊو الهيار (نمائندو ڪاوش) ذاتي دشمني تي هڪ شخص کي قتل ڪيو ويو. پوليس مقدمو داخل ڪري تفتيش شروع ڪري ڏني آهي. — [707, 336, 859, 367]
cell-district: ڳوٺڙي — [1266, 476, 1368, 491]
col2-boxed-headline: مو مو بل جي 50 سينٽرن جهڙن تي خاص اسٽاف جو سنڌ لاءِ ٻ سيڪنڊ نئشلس ڏينهن — [1069, 789, 1245, 842]
col8-b7-body: حيدرآباد (اسٽاف رپورٽر) ادارن جي ڪارڪردگي جو جائزو وٺڻ لاءِ اجلاس ٿيو جنهن ۾ مختلف تجويزون ڏنيون ويون. — [37, 482, 207, 513]
col5-b2-headline: مٽياري / زرعي مسئلا — [544, 207, 696, 222]
col2-b1-subhead: صحابين جي رقم سنڌ اسيمبلي جي ميوزڪ ۽ معاف ٿي رهي سيرابڻ يا پاڻڪونٿ ڪاميابي ۽ ٽيم — [1060, 296, 1254, 341]
col1-ad2-headline: ڪورٽ حل ٿي گورنر ۽ وزيراعلي جي رهائش لاءِ گهر تعمير ٿيندا — [1271, 807, 1481, 842]
cell-c2: 1845778 — [1367, 611, 1422, 626]
column-1 — [1259, 41, 1492, 2217]
col8-b5-headline: گهوٽڪي / نوجوان قتل — [37, 355, 207, 370]
brand-daily: Daily — [1260, 9, 1307, 30]
col8-b0-body: حيدرآباد (اسٽاف رپورٽر) معروف سماجي ڪارڪن جي وفات تي مختلف تنظيمن تعزيت جو اظهار ڪيو آهي. مرحوم جي نماز جنازه ادا ڪئي وئي جنهن ۾ مختلف طبقن جي ماڻهن شرڪت ڪئي. مرحوم جي خدمتن کي ساراهيو ويو. — [37, 64, 207, 115]
col3-b2-headline: ڏنو ۽ تيمر ۾ ڊمر — [870, 186, 1049, 201]
column-5 — [538, 41, 701, 2217]
col7-b6-headline: گهوٽڪي / نوجوان قتل — [218, 420, 370, 435]
col4-b6-body: حيدرآباد (اسٽاف رپورٽر) مختلف علائقن ۾ چوري جا واقعا وڌي ويا آهن. شهرين پوليس گشت وڌائڻ جو مطالبو ڪيو آهي. — [707, 448, 859, 479]
masthead-date: چنڊڇڻ 16 جون 2007ع — [684, 10, 821, 27]
brand-name: Kawish — [1311, 5, 1389, 30]
col4-b7-body: حيدرآباد (اسٽاف رپورٽر) ضلعي انتظاميا پاران قيمتن تي ڪنٽرول لاءِ خاص چيڪنگ مهم شروع ڪئي وئي. ناجائز منافعي خورن خلاف ڪارروائي ڪئي وئي. — [707, 503, 859, 544]
col8-b10-body: حيدرآباد (اسٽاف رپورٽر) زرعي ماهرن ٻڌايو ته هن سال فصل جي پيداوار بهتر رهڻ جا امڪان آهن. — [37, 635, 207, 655]
cell-c2: 3064971 — [1367, 491, 1422, 506]
cell-c2: 9948072 — [1367, 536, 1422, 551]
col6-b8-body: حيدرآباد (اسٽاف رپورٽر) مختلف علائقن ۾ چوري جا واقعا وڌي ويا آهن. شهرين پوليس گشت وڌائڻ جو مطالبو ڪيو آهي. — [381, 620, 533, 651]
col4-b7-headline: حيدرآباد / نظرثاني — [707, 485, 859, 500]
col4-b2-body: حيدرآباد (اسٽاف رپورٽر) عدالت هڪ فوجداري ڪيس ۾ ملزم کي ضمانت تي آزاد ڪرڻ جو حڪم ڏنو. ڪيس جي ايندڙ ٻڌڻي ايندڙ مهيني ٿيندي. — [707, 217, 859, 259]
col1-lead1-headline: سنڌ پوليس جي پرنٽن لاءِ 43 ڪروڙ رکيا ويا، پروٽينن ۾ ٽيون — [1274, 46, 1478, 88]
col3-b2-body: حيدرآباد (اسٽاف رپورٽر) تعليمي ادارن جي ملازمن پنهنجن مطالبن جي حق ۾ احتجاجي مظاهرو ڪيو. مظاهرين چيو ته سندن جائز مطالبا مڃيا وڃن. مظاهري کانپوءِ ميمورنڊم پيش ڪيو ويو. — [870, 204, 1049, 245]
col6-b6-body: حيدرآباد (اسٽاف رپورٽر) عدالت هڪ فوجداري ڪيس ۾ ملزم کي ضمانت تي آزاد ڪرڻ جو حڪم ڏنو. ڪيس جي ايندڙ ٻڌڻي ايندڙ مهيني ٿيندي. — [381, 501, 533, 542]
col7-b7-body: ٽنڊو ڄام (نمائندو ڪاوش) زرعي يونيورسٽي ۾ سيمينار منعقد ڪيو ويو جنهن ۾ ماهرن زراعت جي ترقي تي روشني وڌي. — [218, 492, 370, 523]
col6-b8-headline: مختصر خبرون — [381, 602, 533, 617]
col7-b6-body: گهوٽڪي (نمائندو ڪاوش) ذاتي دشمني جي بنياد تي هڪ نوجوان کي گوليون هڻي قتل ڪيو ويو. پوليس مقدمو داخل ڪري ورتو آهي. — [218, 438, 370, 469]
col3-b5-headline: لاڙڪاڻو / جبلو — [870, 387, 1049, 402]
col7-b9-body: گهوٽڪي (نمائندو ڪاوش) زمين جي تڪرار تي ٻن ڌرين وچ ۾ جهيڙو ٿيو جنهن ۾ ڪيترائي ماڻهو زخمي ٿي پيا. — [218, 612, 370, 642]
col3-b6-body: نوري آباد (نمائندو ڪاوش) صنعتي علائقي ۾ مزدورن پنهنجن حقن لاءِ احتجاج ڪيو. مزدورن مطالبو ڪيو ته کين گهٽ ۾ گهٽ اجرت ڏني وڃي. — [870, 469, 1049, 500]
cell-district: جيڪب آباد — [1266, 506, 1368, 521]
table-row — [1266, 491, 1487, 506]
col6-b2-body: لاڙڪاڻو (نمائندو ڪاوش) ضلعي ۾ امن و امان جي صورتحال بهتر بڻائڻ لاءِ پوليس پاران خاص اپاءَ ورتا ويا آهن. ايس ايس پي چيو ته ڏوهارين خلاف ڪارروائي جاري رهندي. — [381, 238, 533, 280]
col2-b4-body: حيدرآباد (اسٽاف رپورٽر) تعليمي ادارن جي بهتري لاءِ بجيٽ ۾ رقمون رکيون ويون آهن. ڪاليجن جي عمارتن جي مرمت ۽ نئين ڪلاس رومن جي تعمير لاءِ خاص فنڊ مختص ڪيا ويا آهن. استادن جي تربيت لاءِ پڻ پروگرام شروع ڪيا ويندا. — [1060, 1042, 1254, 1083]
cell-c2: 1002770 — [1367, 596, 1422, 611]
